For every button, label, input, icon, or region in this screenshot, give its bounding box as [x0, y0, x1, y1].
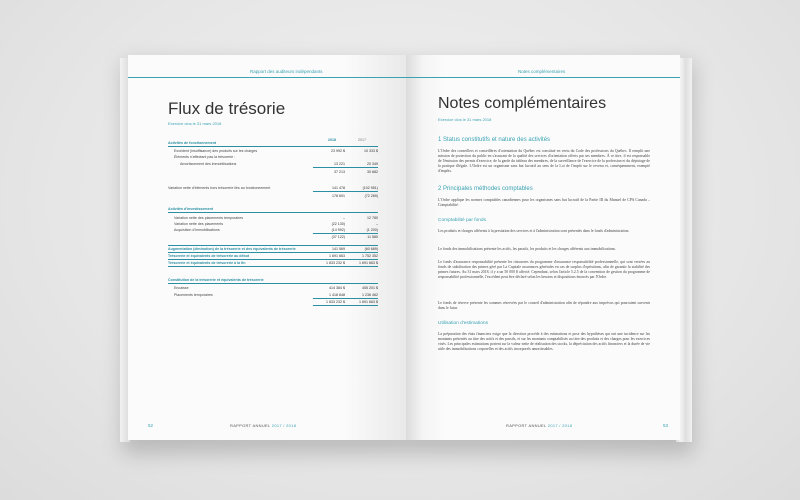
page-title: Flux de trésorie — [168, 99, 286, 118]
page-number: 52 — [148, 423, 154, 428]
value-2017: 1 752 352 — [362, 254, 378, 258]
value-2017: (72 269) — [364, 194, 378, 198]
value-2017: 20 349 — [367, 162, 378, 166]
subtotal-rule — [313, 298, 378, 299]
value-2017: 1 691 663 $ — [359, 261, 378, 265]
value-2018: 13 221 — [334, 162, 345, 166]
section-rule — [168, 266, 378, 267]
value-2017: – — [376, 222, 378, 226]
paragraph: La préparation des états financiers exige que la direction procède à des estimations et pose des hypothèses qui ont une incidence sur les montants présentés au titre des actifs et des passifs, et sur les montants comptabilisés au titre des produits et des charges pour les exercices visés. Les principales estimations portent sur la valeur nette de réalisation des stocks, la dépréciation des actifs financiers et la durée de vie utile des immobilisations corporelles et des actifs incorporels amortissables. — [438, 332, 650, 352]
running-header: Rapport des auditeurs indépendants — [250, 69, 323, 74]
section-rule — [168, 212, 378, 213]
value-2017: (1 200) — [366, 228, 378, 232]
value-2017: 1 236 462 — [362, 293, 378, 297]
row-label: Variation nette des placements temporaires — [174, 216, 244, 220]
value-2018: 23 992 $ — [331, 149, 345, 153]
value-2018: 141 478 — [332, 186, 345, 190]
section-rule — [168, 283, 378, 284]
row-label: Augmentation (diminution) de la trésorerie et des équivalents de trésorerie — [168, 247, 296, 251]
value-2018: 414 384 $ — [329, 286, 345, 290]
value-2017: 1 691 663 $ — [359, 300, 378, 304]
subtotal-rule — [313, 191, 378, 192]
total-rule — [313, 305, 378, 306]
subsection-heading: Utilisation d'estimations — [438, 321, 488, 326]
row-label: Trésorerie et équivalents de trésorerie au début — [168, 254, 250, 258]
row-label: Trésorerie et équivalents de trésorerie à la fin — [168, 261, 246, 265]
row-label: Placements temporaires — [174, 293, 213, 297]
header-rule — [406, 77, 680, 78]
section-heading: 2 Principales méthodes comptables — [438, 186, 533, 192]
section-rule — [168, 146, 378, 147]
paragraph: Les produits et charges afférents à la prestation des services et à l'administration sont présentés dans le fonds d'administration. — [438, 229, 630, 233]
column-header-2018: 2018 — [328, 138, 336, 142]
section-rule — [168, 259, 378, 260]
paragraph: Le fonds d'assurance responsabilité présente les ristournes du programme d'assurance responsabilité professionnelle, qui sont versées au fonds de stabilisation des primes géré par La Capitale assurances générales en cas de surplus d'opérations, afin de garantir la stabilité des primes futures. Au 31 mars 2018, il y a un 50 000 $ affecté. Cependant, selon l'article 5.2.5 de la convention de gestion du programme de responsabilité professionnelle, l'excédent peut être déclaré selon les besoins et dispositions énoncés par l'Ordre. — [438, 260, 650, 280]
paragraph: L'Ordre des conseillers et conseillères d'orientation du Québec est constitué en vertu du Code des professions du Québec. Il remplit une mission de protection du public en s'assurant de la qualité des services d'orientation offerts par ses membres. À ce titre, il est responsable de l'émission des permis d'exercice, de la garde du tableau des membres, de la surveillance de l'exercice de la profession et du dépistage de la pratique illégale. L'Ordre est un organisme sans but lucratif au sens de la Loi de l'impôt sur le revenu et, conséquemment, exempté d'impôts. — [438, 149, 650, 174]
value-2017: (102 951) — [362, 186, 378, 190]
footer-year: 2017 / 2018 — [547, 423, 573, 428]
section-heading: 1 Status constitutifs et nature des activités — [438, 137, 551, 143]
row-label: Acquisition d'immobilisations — [174, 228, 220, 232]
row-label: Variation nette des placements — [174, 222, 224, 226]
row-label: Éléments n'affectant pas la trésorerie : — [174, 155, 236, 159]
page-number: 53 — [662, 423, 668, 428]
row-label: Encaisse — [174, 286, 189, 290]
paragraph: Le fonds de réserve présente les sommes réservées par le conseil d'administration afin de répondre aux imprévus qui pourraient survenir dans le futur. — [438, 301, 650, 311]
value-2018: (22 130) — [331, 222, 345, 226]
page-subtitle: Exercice clos le 31 mars 2018 — [168, 121, 222, 126]
value-2018: 178 691 — [332, 194, 345, 198]
value-2017: 455 201 $ — [362, 286, 378, 290]
subtotal-rule — [313, 167, 378, 168]
page-footer — [230, 423, 296, 428]
right-page — [406, 55, 680, 440]
page-title: Notes complémentaires — [438, 95, 607, 112]
value-2018: 141 569 — [332, 247, 345, 251]
row-label: Excédent (insuffisance) des produits sur les charges — [174, 149, 258, 153]
footer-year: 2017 / 2018 — [271, 423, 297, 428]
section-label: Constitution de la trésorerie et équivalents de trésorerie — [168, 278, 264, 282]
value-2018: 1 833 232 $ — [326, 300, 345, 304]
value-2018: – — [343, 216, 345, 220]
section-label: Activités d'investissement — [168, 207, 213, 211]
column-header-2017: 2017 — [358, 138, 366, 142]
section-rule — [168, 245, 378, 246]
row-label: Variation nette d'éléments hors trésorerie liés au fonctionnement — [168, 186, 271, 190]
value-2018: 1 691 663 — [329, 254, 345, 258]
value-2017: 11 580 — [367, 235, 378, 239]
footer-text: RAPPORT ANNUEL — [230, 423, 271, 428]
section-rule — [168, 252, 378, 253]
value-2018: 37 213 — [334, 170, 345, 174]
left-page — [128, 55, 406, 440]
value-2017: 30 682 — [367, 170, 378, 174]
paragraph: L'Ordre applique les normes comptables canadiennes pour les organismes sans but lucratif de la Partie III du Manuel de CPA Canada – Comptabilité. — [438, 198, 650, 208]
value-2018: (37 122) — [331, 235, 345, 239]
value-2018: 1 418 848 — [329, 293, 345, 297]
value-2018: (14 992) — [331, 228, 345, 232]
value-2018: 1 833 232 $ — [326, 261, 345, 265]
footer-text: RAPPORT ANNUEL — [506, 423, 547, 428]
page-subtitle: Exercice clos le 31 mars 2018 — [438, 117, 492, 122]
subtotal-rule — [313, 233, 378, 234]
value-2017: 12 780 — [367, 216, 378, 220]
running-header: Notes complémentaires — [518, 69, 566, 74]
subsection-heading: Comptabilité par fonds — [438, 218, 486, 223]
section-label: Activités de fonctionnement — [168, 141, 217, 145]
value-2017: (60 689) — [364, 247, 378, 251]
row-label: Amortissement des immobilisations — [180, 162, 237, 166]
value-2017: 10 333 $ — [364, 149, 378, 153]
page-footer — [506, 423, 572, 428]
paragraph: Le fonds des immobilisations présente les actifs, les passifs, les produits et les charges afférents aux immobilisations. — [438, 247, 616, 251]
header-rule — [128, 77, 406, 78]
